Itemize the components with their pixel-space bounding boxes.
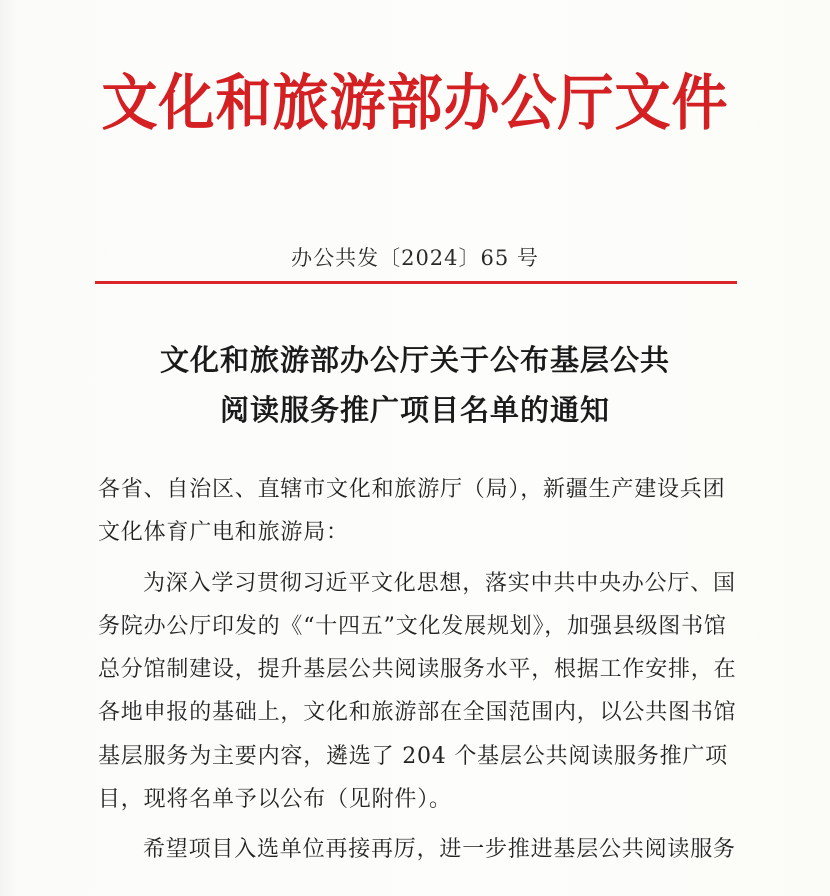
addressee-line: 文化体育广电和旅游局： [98, 520, 349, 546]
document-title-line: 阅读服务推广项目名单的通知 [219, 393, 610, 427]
paragraph-line: 各地申报的基础上，文化和旅游部在全国范围内，以公共图书馆 [98, 700, 737, 726]
red-divider-rule [95, 281, 737, 284]
addressee-line: 各省、自治区、直辖市文化和旅游厅（局），新疆生产建设兵团 [98, 477, 726, 502]
paragraph-line: 基层服务为主要内容，遴选了 204 个基层公共阅读服务推广项 [98, 743, 728, 769]
document-title-line: 文化和旅游部办公厅关于公布基层公共 [159, 343, 670, 377]
document-title [0, 335, 830, 435]
paragraph-line: 为深入学习贯彻习近平文化思想，落实中共中央办公厅、国 [143, 570, 736, 596]
paragraph-line: 目，现将名单予以公布（见附件）。 [98, 787, 452, 813]
masthead: 文化和旅游部办公厅文件 [101, 68, 729, 139]
paragraph-line: 务院办公厅印发的《“十四五”文化发展规划》，加强县级图书馆 [98, 613, 727, 639]
paragraph-line: 希望项目入选单位再接再厉，进一步推进基层公共阅读服务 [143, 837, 736, 863]
document-number: 办公共发〔2024〕65 号 [291, 246, 539, 270]
document-body [98, 468, 748, 872]
paragraph-line: 总分馆制建设，提升基层公共阅读服务水平，根据工作安排，在 [98, 657, 737, 683]
